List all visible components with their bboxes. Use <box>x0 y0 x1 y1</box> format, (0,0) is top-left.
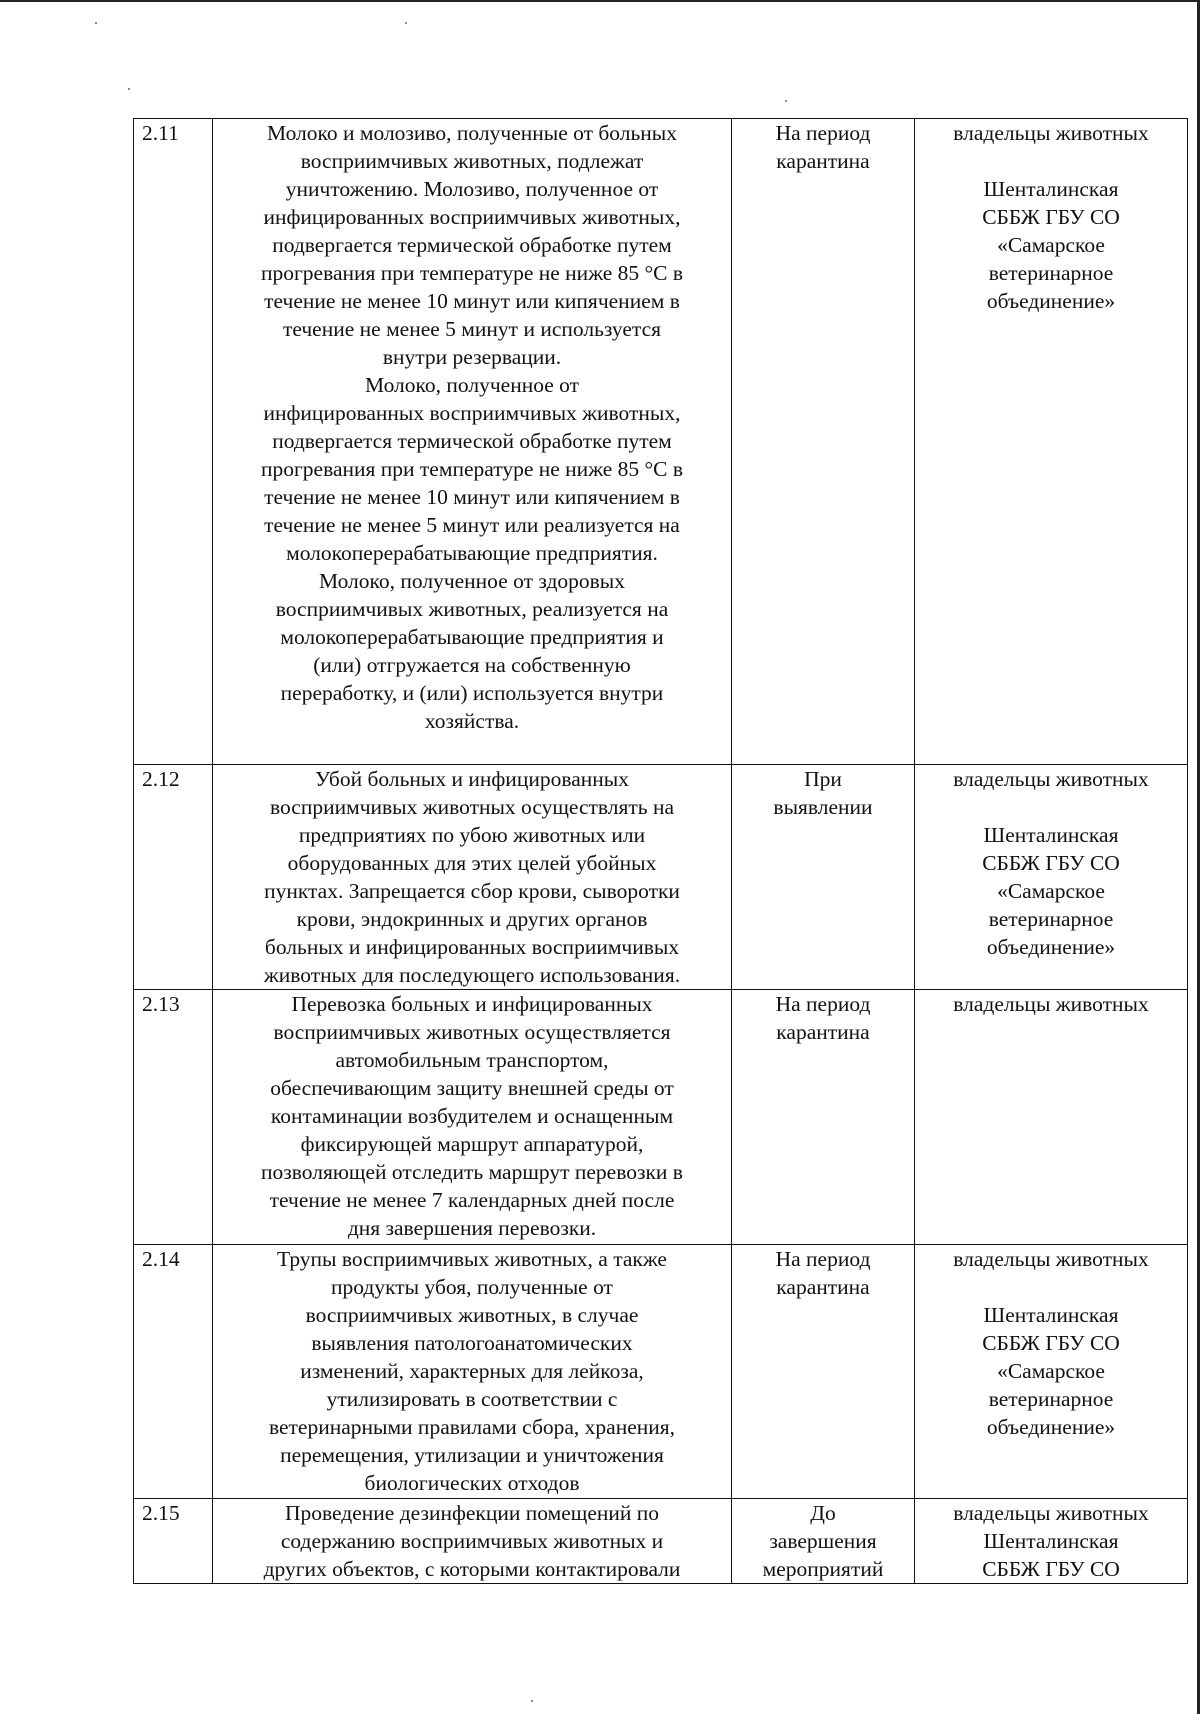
responsible-org-line: объединение» <box>986 935 1116 959</box>
term-line: На период <box>775 121 871 145</box>
responsible-cell <box>915 1499 1188 1584</box>
responsible-cell <box>915 119 1188 765</box>
term-line: карантина <box>776 1020 870 1044</box>
term-line: На период <box>775 992 871 1016</box>
description-line: Трупы восприимчивых животных, а также <box>277 1247 667 1271</box>
description-line: течение не менее 5 минут или реализуется на <box>264 513 680 537</box>
description-line: переработку, и (или) используется внутри <box>280 681 664 705</box>
responsible-owners: владельцы животных <box>953 1501 1149 1525</box>
description-line: продукты убоя, полученные от <box>331 1275 613 1299</box>
responsible-org-line: Шенталинская <box>983 1303 1119 1327</box>
description-line: Молоко, полученное от здоровых <box>318 569 625 593</box>
scan-border-top <box>0 0 1200 2</box>
description-line: (или) отгружается на собственную <box>313 653 631 677</box>
description-cell <box>213 1499 732 1584</box>
description-line: восприимчивых животных осуществляется <box>273 1020 671 1044</box>
description-line: биологических отходов <box>364 1471 580 1495</box>
term-line: мероприятий <box>762 1557 884 1581</box>
description-cell <box>213 765 732 990</box>
term-cell <box>732 1245 915 1499</box>
description-cell <box>213 119 732 765</box>
row-number: 2.11 <box>142 121 179 145</box>
description-line: изменений, характерных для лейкоза, <box>300 1359 644 1383</box>
description-line: хозяйства. <box>424 709 520 733</box>
description-line: пунктах. Запрещается сбор крови, сыворотки <box>264 879 680 903</box>
description-line: контаминации возбудителем и оснащенным <box>270 1104 674 1128</box>
row-number: 2.15 <box>142 1501 180 1525</box>
description-line: уничтожению. Молозиво, полученное от <box>285 177 659 201</box>
row-number: 2.14 <box>142 1247 180 1271</box>
responsible-owners: владельцы животных <box>953 121 1149 145</box>
table-row <box>134 119 1188 765</box>
term-line: До <box>810 1501 836 1525</box>
responsible-org-line: «Самарское <box>997 1359 1105 1383</box>
table-row <box>134 765 1188 990</box>
term-line: завершения <box>769 1529 877 1553</box>
scan-speck <box>531 1700 533 1702</box>
description-line: инфицированных восприимчивых животных, <box>263 401 681 425</box>
row-number-cell <box>134 1245 213 1499</box>
description-line: восприимчивых животных, подлежат <box>300 149 644 173</box>
responsible-owners: владельцы животных <box>953 1247 1149 1271</box>
responsible-org-line: ветеринарное <box>988 907 1114 931</box>
row-number-cell <box>134 119 213 765</box>
description-line: Молоко, полученное от <box>365 373 579 397</box>
description-line: содержанию восприимчивых животных и <box>280 1529 664 1553</box>
description-line: животных для последующего использования. <box>263 963 681 987</box>
term-cell <box>732 765 915 990</box>
description-line: крови, эндокринных и других органов <box>296 907 648 931</box>
responsible-org-line: СББЖ ГБУ СО <box>982 205 1120 229</box>
description-line: прогревания при температуре не ниже 85 °С в <box>260 457 684 481</box>
scan-speck <box>95 22 97 24</box>
description-line: восприимчивых животных, в случае <box>305 1303 639 1327</box>
description-line: больных и инфицированных восприимчивых <box>264 935 680 959</box>
responsible-org-line: ветеринарное <box>988 1387 1114 1411</box>
responsible-org-line: Шенталинская <box>983 1529 1119 1553</box>
description-line: выявления патологоанатомических <box>311 1331 633 1355</box>
description-line: течение не менее 7 календарных дней после <box>269 1188 675 1212</box>
description-line: инфицированных восприимчивых животных, <box>263 205 681 229</box>
description-line: дня завершения перевозки. <box>347 1216 597 1240</box>
description-line: утилизировать в соответствии с <box>326 1387 618 1411</box>
responsible-owners: владельцы животных <box>953 992 1149 1016</box>
description-line: перемещения, утилизации и уничтожения <box>280 1443 664 1467</box>
scan-speck <box>405 22 407 24</box>
description-line: оборудованных для этих целей убойных <box>287 851 657 875</box>
term-line: карантина <box>776 149 870 173</box>
measures-table <box>133 118 1188 1584</box>
responsible-cell <box>915 1245 1188 1499</box>
row-number-cell <box>134 765 213 990</box>
description-line: течение не менее 10 минут или кипячением в <box>264 485 680 509</box>
scan-speck <box>128 88 130 90</box>
responsible-org-line: Шенталинская <box>983 177 1119 201</box>
description-cell <box>213 1245 732 1499</box>
description-line: ветеринарными правилами сбора, хранения, <box>268 1415 676 1439</box>
description-line: восприимчивых животных осуществлять на <box>269 795 675 819</box>
description-line: молокоперерабатывающие предприятия и <box>280 625 664 649</box>
description-line: других объектов, с которыми контактировали <box>263 1557 681 1581</box>
table-row <box>134 1245 1188 1499</box>
description-line: позволяющей отследить маршрут перевозки в <box>261 1160 683 1184</box>
responsible-org-line: Шенталинская <box>983 823 1119 847</box>
description-line: фиксирующей маршрут аппаратурой, <box>300 1132 644 1156</box>
responsible-org-line: «Самарское <box>997 233 1105 257</box>
description-line: внутри резервации. <box>382 345 562 369</box>
description-line: подвергается термической обработке путем <box>272 429 672 453</box>
description-line: Убой больных и инфицированных <box>315 767 629 791</box>
term-cell <box>732 990 915 1245</box>
table-row <box>134 990 1188 1245</box>
description-line: Молоко и молозиво, полученные от больных <box>266 121 677 145</box>
description-line: молокоперерабатывающие предприятия. <box>286 541 658 565</box>
description-line: Проведение дезинфекции помещений по <box>284 1501 660 1525</box>
responsible-org-line: СББЖ ГБУ СО <box>982 851 1120 875</box>
term-line: выявлении <box>773 795 873 819</box>
description-line: течение не менее 5 минут и используется <box>282 317 662 341</box>
description-line: автомобильным транспортом, <box>335 1048 609 1072</box>
responsible-cell <box>915 765 1188 990</box>
row-number-cell <box>134 1499 213 1584</box>
description-line: обеспечивающим защиту внешней среды от <box>270 1076 674 1100</box>
scan-speck <box>785 100 787 102</box>
row-number: 2.12 <box>142 767 180 791</box>
responsible-org-line: СББЖ ГБУ СО <box>982 1331 1120 1355</box>
description-cell <box>213 990 732 1245</box>
responsible-owners: владельцы животных <box>953 767 1149 791</box>
responsible-org-line: объединение» <box>986 289 1116 313</box>
term-cell <box>732 119 915 765</box>
responsible-org-line: объединение» <box>986 1415 1116 1439</box>
term-line: карантина <box>776 1275 870 1299</box>
description-line: течение не менее 10 минут или кипячением в <box>264 289 680 313</box>
description-line: предприятиях по убою животных или <box>298 823 646 847</box>
responsible-cell <box>915 990 1188 1245</box>
description-line: прогревания при температуре не ниже 85 °С в <box>260 261 684 285</box>
description-line: восприимчивых животных, реализуется на <box>275 597 669 621</box>
responsible-org-line: «Самарское <box>997 879 1105 903</box>
row-number: 2.13 <box>142 992 180 1016</box>
description-line: Перевозка больных и инфицированных <box>291 992 653 1016</box>
term-line: На период <box>775 1247 871 1271</box>
term-line: При <box>804 767 842 791</box>
description-line: подвергается термической обработке путем <box>272 233 672 257</box>
table-row <box>134 1499 1188 1584</box>
responsible-org-line: ветеринарное <box>988 261 1114 285</box>
responsible-org-line: СББЖ ГБУ СО <box>982 1557 1120 1581</box>
row-number-cell <box>134 990 213 1245</box>
term-cell <box>732 1499 915 1584</box>
